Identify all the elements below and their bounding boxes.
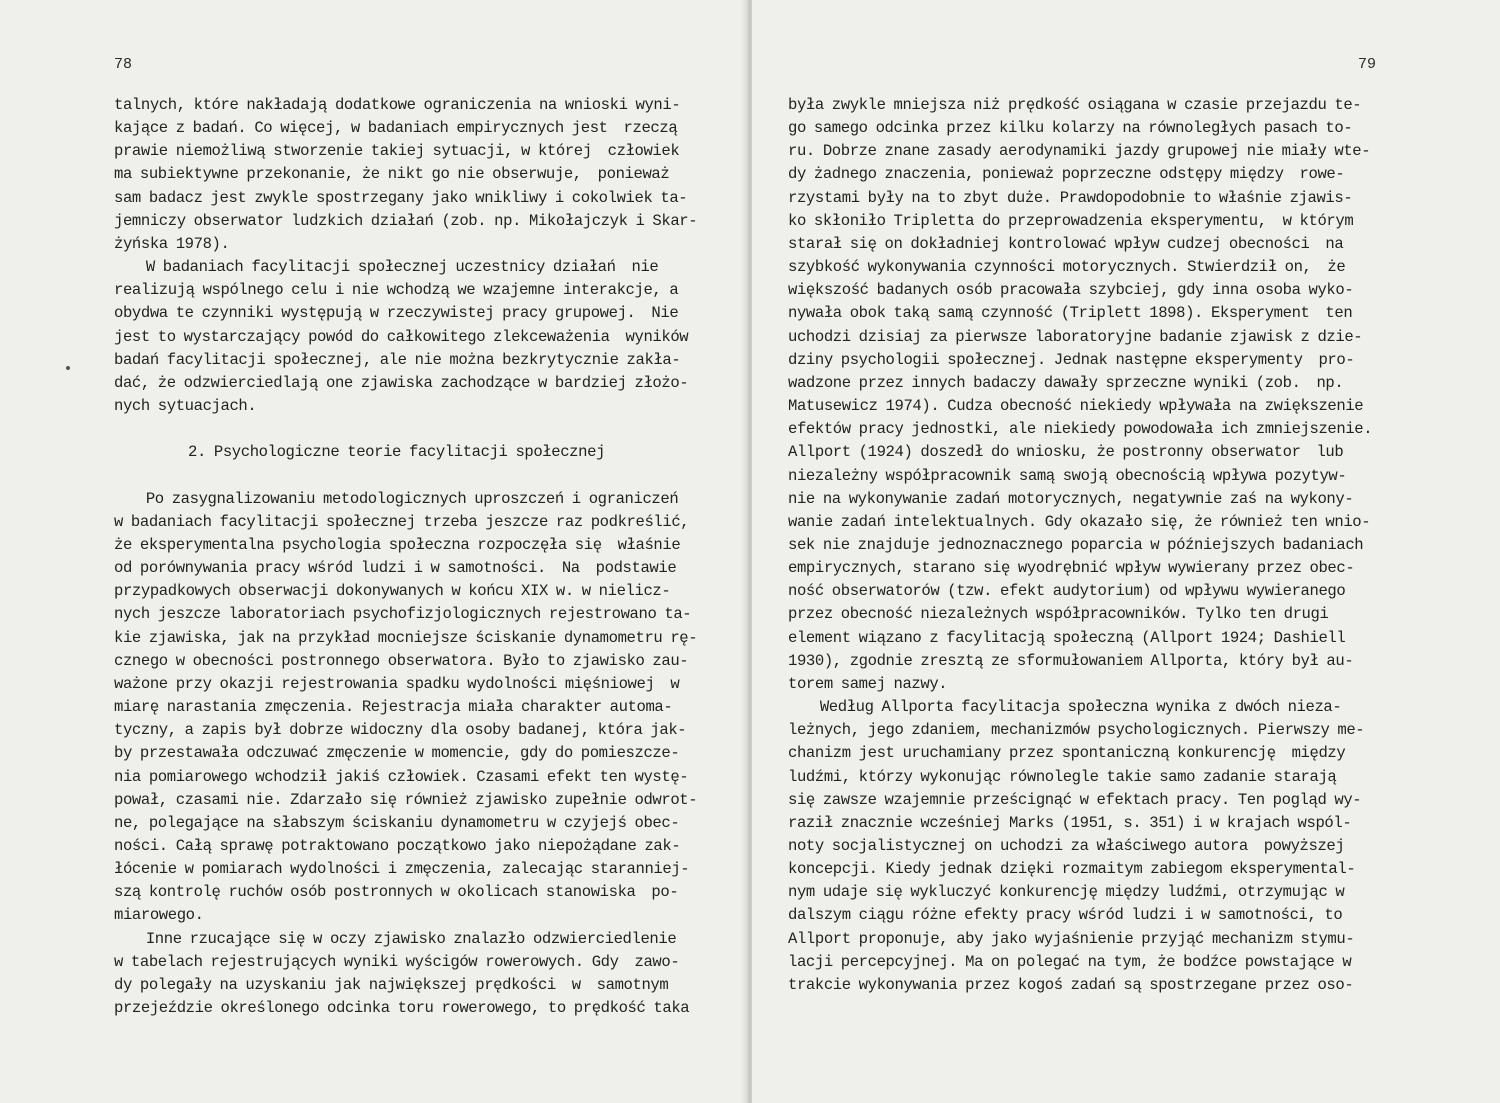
text-line: nia pomiarowego wchodził jakiś człowiek. Czasami efekt ten wystę-	[114, 767, 689, 786]
text-line: by przestawała odczuwać zmęczenie w momencie, gdy do pomieszcze-	[114, 744, 680, 763]
text-line: dy żadnego znaczenia, ponieważ poprzeczne odstępy między rowe-	[788, 165, 1345, 184]
text-line: W badaniach facylitacji społecznej uczestnicy działań nie	[114, 258, 659, 277]
text-line: pował, czasami nie. Zdarzało się również zjawisko zupełnie odwrot-	[114, 790, 698, 809]
text-line: chanizm jest uruchamiany przez spontaniczną konkurencję między	[788, 744, 1346, 763]
blank-line	[114, 464, 724, 487]
text-line: koncepcji. Kiedy jednak dzięki rozmaitym zabiegom eksperymental-	[788, 860, 1356, 879]
text-line: miarowego.	[114, 906, 204, 925]
text-line: raził znacznie wcześniej Marks (1951, s. 351) i w krajach wspól-	[788, 813, 1352, 832]
text-line: Według Allporta facylitacja społeczna wynika z dwóch nieza-	[788, 698, 1342, 717]
text-line: torem samej nazwy.	[788, 674, 948, 693]
text-line: nych jeszcze laboratoriach psychofizjologicznych rejestrowano ta-	[114, 605, 692, 624]
text-line: sam badacz jest zwykle spostrzegany jako wnikliwy i cokolwiek ta-	[114, 188, 688, 207]
text-line: ności. Całą sprawę potraktowano początkowo jako niepożądane zak-	[114, 836, 681, 855]
text-line: w badaniach facylitacji społecznej trzeba jeszcze raz podkreślić,	[114, 512, 690, 531]
text-line: kie zjawiska, jak na przykład mocniejsze ściskanie dynamometru rę-	[114, 628, 698, 647]
left-paragraphs-before-heading	[114, 94, 724, 418]
text-line: prawie niemożliwą stworzenie takiej sytuacji, w której człowiek	[114, 142, 680, 161]
left-page	[0, 0, 748, 1103]
text-line: się zawsze wzajemnie prześcignąć w efektach pracy. Ten pogląd wy-	[788, 790, 1362, 809]
text-line: wadzone przez innych badaczy dawały sprzeczne wyniki (zob. np.	[788, 373, 1344, 392]
text-line: dalszym ciągu różne efekty pracy wśród ludzi i w samotności, to	[788, 906, 1343, 925]
text-line: Allport (1924) doszedł do wniosku, że postronny obserwator lub	[788, 443, 1344, 462]
text-line: miarę narastania zmęczenia. Rejestracja miała charakter automa-	[114, 698, 673, 717]
text-line: jemniczy obserwator ludzkich działań (zob. np. Mikołajczyk i Skar-	[114, 211, 698, 230]
text-line: jest to wystarczający powód do całkowitego zlekceważenia wyników	[114, 327, 689, 346]
text-line: sek nie znajduje jednoznacznego poparcia w późniejszych badaniach	[788, 535, 1364, 554]
text-line: że eksperymentalna psychologia społeczna rozpoczęła się właśnie	[114, 535, 681, 554]
text-line: ność obserwatorów (tzw. efekt audytorium) od wpływu wywieranego	[788, 582, 1346, 601]
text-line: dy polegały na uzyskaniu jak największej prędkości w samotnym	[114, 975, 669, 994]
text-line: szą kontrolę ruchów osób postronnych w okolicach stanowiska po-	[114, 883, 679, 902]
text-line: ne, polegające na słabszym ściskaniu dynamometru w czyjejś obec-	[114, 813, 680, 832]
left-paragraphs-after-heading	[114, 488, 724, 1021]
text-line: ko skłoniło Tripletta do przeprowadzenia eksperymentu, w którym	[788, 211, 1354, 230]
text-line: tyczny, a zapis był dobrze widoczny dla osoby badanej, która jak-	[114, 721, 687, 740]
text-line: nywała obok taką samą czynność (Triplett 1898). Eksperyment ten	[788, 304, 1353, 323]
text-line: starał się on dokładniej kontrolować wpływ cudzej obecności na	[788, 234, 1344, 253]
section-heading: 2. Psychologiczne teorie facylitacji społecznej	[188, 443, 606, 462]
text-line: trakcie wykonywania przez kogoś zadań są spostrzegane przez oso-	[788, 975, 1354, 994]
page-number-right: 79	[1358, 56, 1377, 73]
text-line: była zwykle mniejsza niż prędkość osiągana w czasie przejazdu te-	[788, 96, 1362, 114]
text-line: lacji percepcyjnej. Ma on polegać na tym, że bodźce powstające w	[788, 952, 1352, 971]
text-line: szybkość wykonywania czynności motorycznych. Stwierdził on, że	[788, 258, 1346, 277]
text-line: talnych, które nakładają dodatkowe ograniczenia na wnioski wyni-	[114, 96, 681, 114]
text-line: ważone przy okazji rejestrowania spadku wydolności mięśniowej w	[114, 674, 680, 693]
text-line: nych sytuacjach.	[114, 397, 257, 416]
text-line: cznego w obecności postronnego obserwatora. Było to zjawisko zau-	[114, 651, 689, 670]
text-line: przypadkowych obserwacji dokonywanych w końcu XIX w. w nielicz-	[114, 582, 671, 601]
text-line: empirycznych, starano się wyodrębnić wpływ wywierany przez obec-	[788, 559, 1355, 578]
right-paragraphs	[788, 94, 1388, 997]
text-line: ru. Dobrze znane zasady aerodynamiki jazdy grupowej nie miały wte-	[788, 142, 1371, 161]
text-line: element wiązano z facylitacją społeczną (Allport 1924; Dashiell	[788, 628, 1346, 647]
text-line: go samego odcinka przez kilku kolarzy na równoległych pasach to-	[788, 119, 1353, 138]
text-line: większość badanych osób pracowała szybciej, gdy inna osoba wyko-	[788, 281, 1354, 300]
right-page	[752, 0, 1500, 1103]
text-line: rzystami były na to zbyt duże. Prawdopodobnie to właśnie zjawis-	[788, 188, 1353, 207]
text-line: dziny psychologii społecznej. Jednak następne eksperymenty pro-	[788, 350, 1355, 369]
text-line: przez obecność niezależnych współpracowników. Tylko ten drugi	[788, 605, 1329, 624]
text-line: niezależny współpracownik samą swoją obecnością wpływa pozytyw-	[788, 466, 1347, 485]
text-line: w tabelach rejestrujących wyniki wyścigów rowerowych. Gdy zawo-	[114, 952, 680, 971]
text-line: nym udaje się wykluczyć konkurencję między ludźmi, otrzymując w	[788, 883, 1345, 902]
text-line: leżnych, jego zdaniem, mechanizmów psychologicznych. Pierwszy me-	[788, 721, 1365, 740]
text-line: obydwa te czynniki występują w rzeczywistej pracy grupowej. Nie	[114, 304, 679, 323]
text-line: wanie zadań intelektualnych. Gdy okazało się, że również ten wnio-	[788, 512, 1371, 531]
text-line: realizują wspólnego celu i nie wchodzą we wzajemne interakcje, a	[114, 281, 679, 300]
text-line: noty socjalistycznej on uchodzi za właściwego autora powyższej	[788, 837, 1345, 855]
text-line: przejeździe określonego odcinka toru rowerowego, to prędkość taka	[114, 999, 690, 1018]
text-line: od porównywania pracy wśród ludzi i w samotności. Na podstawie	[114, 559, 677, 578]
text-line: 1930), zgodnie zresztą ze sformułowaniem Allporta, który był au-	[788, 651, 1354, 670]
left-page-text	[114, 94, 724, 1020]
text-line: ma subiektywne przekonanie, że nikt go nie obserwuje, ponieważ	[114, 165, 670, 184]
text-line: kające z badań. Co więcej, w badaniach empirycznych jest rzeczą	[114, 119, 678, 138]
text-line: efektów pracy jednostki, ale niekiedy powodowała ich zmniejszenie.	[788, 420, 1373, 439]
blank-line	[114, 418, 724, 441]
page-number-left: 78	[114, 56, 133, 73]
text-line: żyńska 1978).	[114, 234, 230, 253]
text-line: Po zasygnalizowaniu metodologicznych uproszczeń i ograniczeń	[114, 489, 679, 508]
text-line: badań facylitacji społecznej, ale nie można bezkrytycznie zakła-	[114, 350, 681, 369]
right-page-text	[788, 94, 1388, 997]
text-line: ludźmi, którzy wykonując równolegle takie samo zadanie starają	[788, 767, 1337, 786]
text-line: uchodzi dzisiaj za pierwsze laboratoryjne badanie zjawisk z dzie-	[788, 327, 1363, 346]
text-line: nie na wykonywanie zadań motorycznych, negatywnie zaś na wykony-	[788, 489, 1354, 508]
paper-speck	[66, 366, 70, 370]
text-line: Matusewicz 1974). Cudza obecność niekiedy wpływała na zwiększenie	[788, 397, 1364, 416]
text-line: dać, że odzwierciedlają one zjawiska zachodzące w bardziej złożo-	[114, 373, 689, 392]
text-line: łócenie w pomiarach wydolności i zmęczenia, zalecając staranniej-	[114, 860, 690, 879]
text-line: Allport proponuje, aby jako wyjaśnienie przyjąć mechanizm stymu-	[788, 929, 1355, 948]
text-line: Inne rzucające się w oczy zjawisko znalazło odzwierciedlenie	[114, 929, 677, 948]
